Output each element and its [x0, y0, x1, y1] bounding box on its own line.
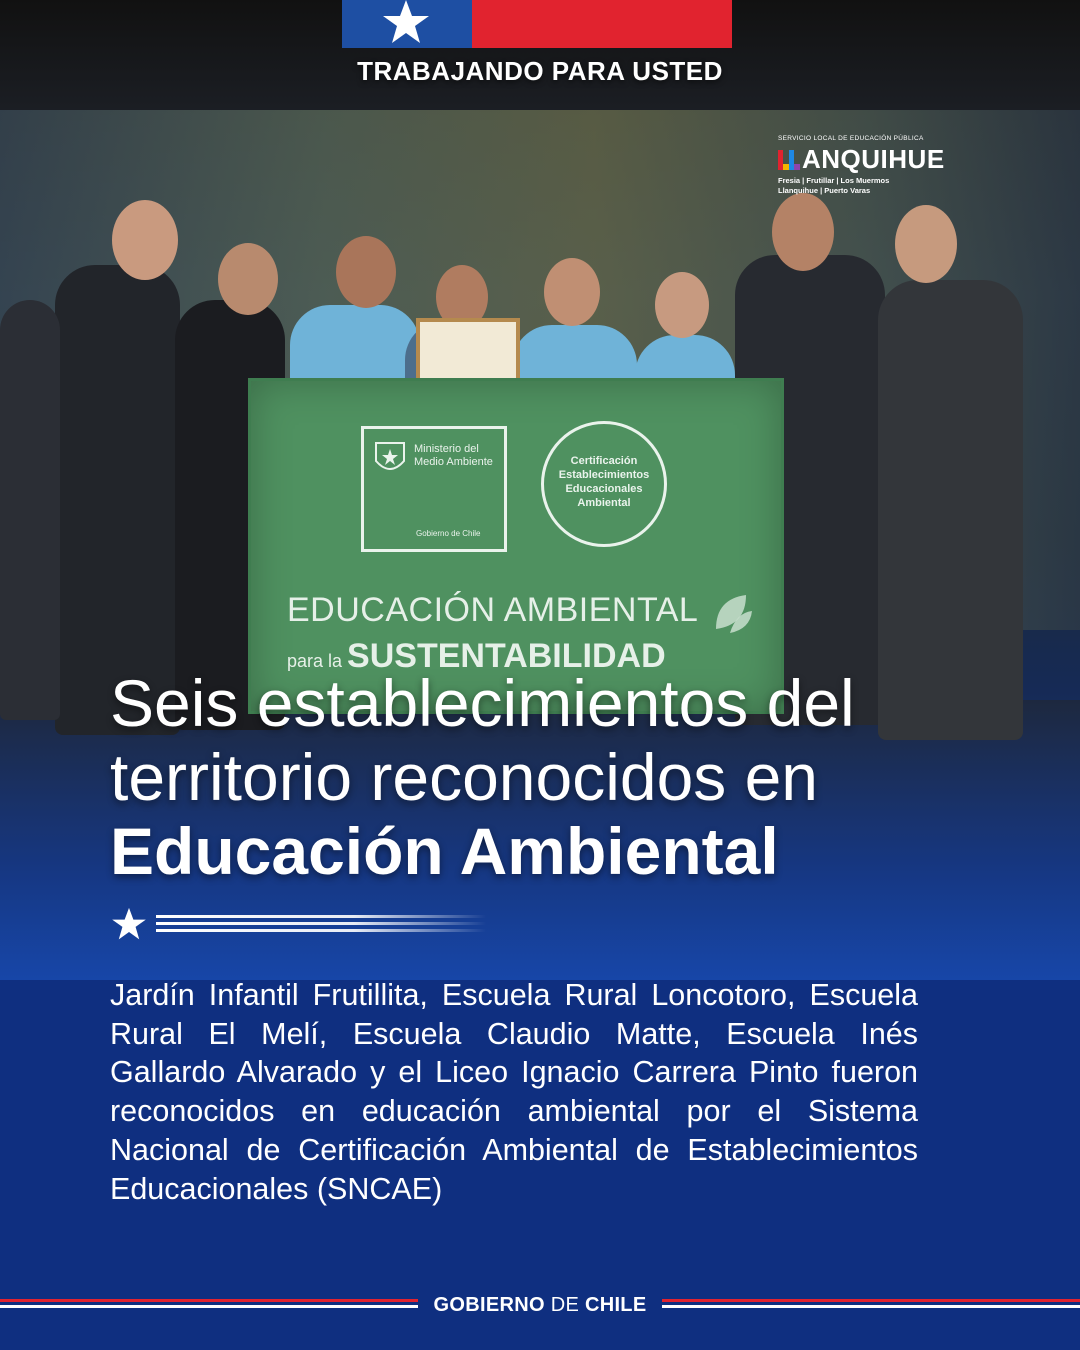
- ministry-name: Ministerio del Medio Ambiente: [414, 443, 493, 468]
- person-head: [218, 243, 278, 315]
- footer-gov-part2: DE: [544, 1294, 585, 1316]
- flag-title: EDUCACIÓN AMBIENTAL: [287, 591, 699, 629]
- body-paragraph: Jardín Infantil Frutillita, Escuela Rural Loncotoro, Escuela Rural El Melí, Escuela Claudio Matte, Escuela Inés Gallardo Alvarado y el Liceo Ignacio Carrera Pinto fueron reconocidos en educación ambiental por el Sistema Nacional de Certificación Ambiental de Establecimientos Educacionales (SNCAE): [110, 978, 918, 1206]
- person: [0, 300, 60, 720]
- divider-line: [156, 915, 486, 918]
- person-head: [336, 236, 396, 308]
- chile-coat-of-arms-icon: [372, 439, 408, 479]
- leaf-icon: [706, 589, 756, 639]
- star-icon: [380, 0, 432, 48]
- headline-line3: Educación Ambiental: [110, 814, 779, 888]
- seal-text: Certificación Establecimientos Educacionales Ambiental: [558, 455, 650, 509]
- divider-line: [156, 929, 486, 932]
- ministry-emblem-box: [361, 426, 507, 552]
- logo-subtitle: SERVICIO LOCAL DE EDUCACIÓN PÚBLICA: [778, 135, 924, 142]
- logo-towns-line2: Llanquihue | Puerto Varas: [778, 186, 871, 195]
- person-head: [895, 205, 957, 283]
- flag-red-field: [472, 0, 732, 48]
- person: [55, 265, 180, 735]
- footer: [0, 1290, 1080, 1326]
- logo-name-text: ANQUIHUE: [802, 144, 945, 174]
- person-head: [112, 200, 178, 280]
- person-head: [544, 258, 600, 326]
- headline: [110, 666, 990, 888]
- logo-towns-line1: Fresia | Frutillar | Los Muermos: [778, 176, 890, 185]
- footer-gov-part1: GOBIERNO: [433, 1294, 545, 1316]
- flag-subtitle-prefix: para la: [287, 651, 348, 671]
- slep-llanquihue-logo: [778, 135, 1018, 205]
- person-head: [655, 272, 709, 338]
- headline-line1: Seis establecimientos del: [110, 666, 855, 740]
- footer-gov-part3: CHILE: [584, 1294, 647, 1316]
- headline-line2: territorio reconocidos en: [110, 740, 819, 814]
- logo-mark-icon: [778, 150, 800, 170]
- gov-label: Gobierno de Chile: [416, 529, 481, 538]
- gobierno-de-chile-logo: [0, 1294, 1080, 1317]
- flag-subtitle-main: SUSTENTABILIDAD: [347, 637, 666, 675]
- logo-name: [778, 144, 1018, 175]
- certification-seal: [541, 421, 667, 547]
- slogan: TRABAJANDO PARA USTED: [357, 56, 723, 86]
- star-divider: [110, 905, 490, 945]
- star-icon: [110, 905, 148, 943]
- green-flag: [248, 378, 784, 714]
- chile-flag-banner: [342, 0, 732, 48]
- divider-line: [156, 922, 486, 925]
